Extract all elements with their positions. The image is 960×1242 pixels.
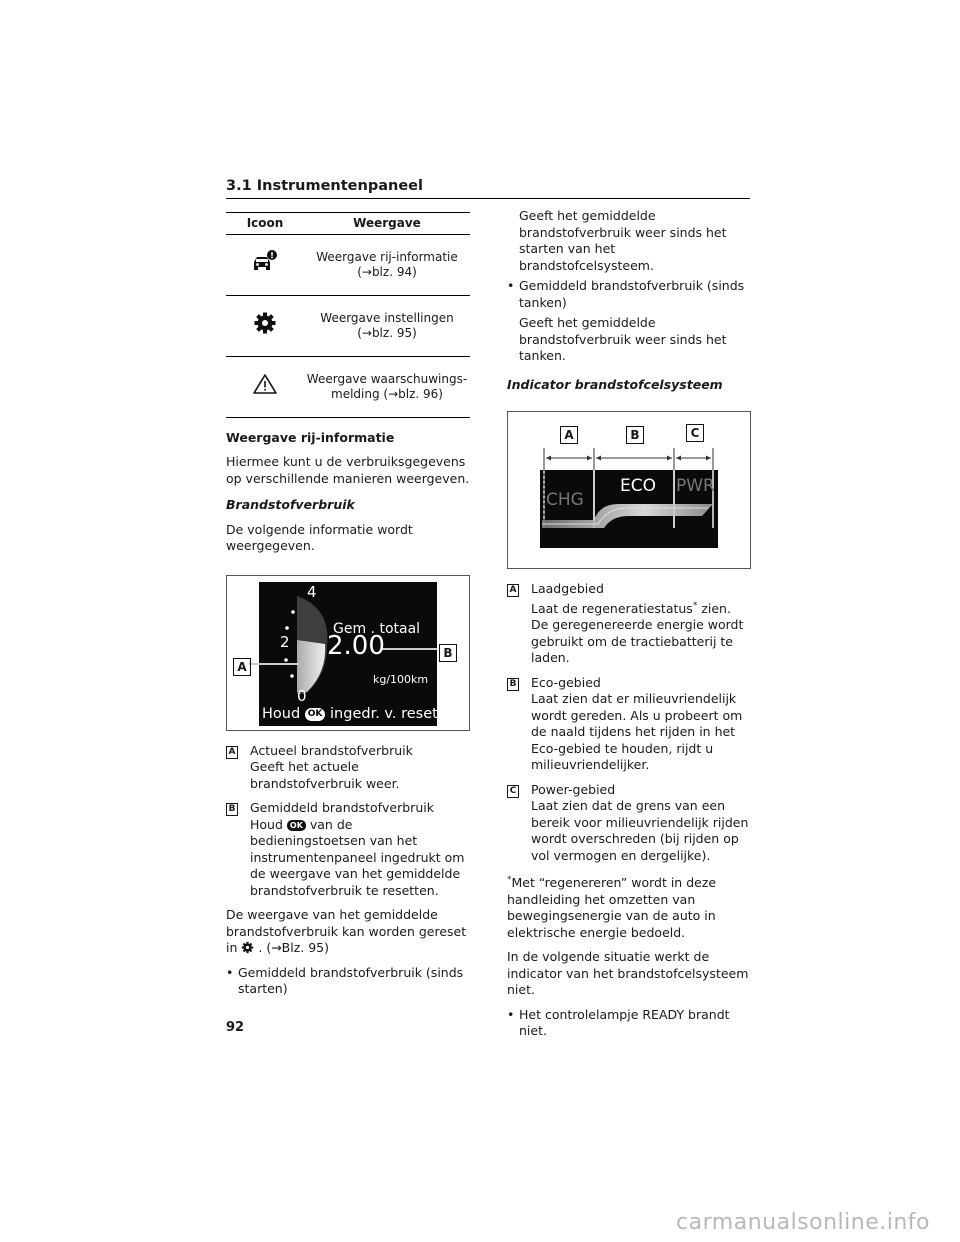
row-ref: (→blz. 94) xyxy=(357,264,417,279)
table-row xyxy=(226,356,470,417)
legend-key-b: B xyxy=(507,678,519,691)
bullet-item: • Gemiddeld brandstofverbruik (sinds tanken) xyxy=(507,278,745,310)
row-label: Weergave rij-informatie xyxy=(316,249,458,264)
page-ref: . (→Blz. 95) xyxy=(258,940,330,955)
legend-title: Gemiddeld brandstofverbruik xyxy=(250,800,434,815)
indicator-chg: CHG xyxy=(546,490,584,510)
gauge-bottom-text xyxy=(262,706,438,723)
bullet-text: Gemiddeld brandstofverbruik (sinds starten) xyxy=(238,964,464,996)
row-label: Weergave waarschuwings- xyxy=(306,371,468,386)
legend-item-c xyxy=(507,782,752,865)
legend-title: Actueel brandstofverbruik xyxy=(250,742,413,758)
marker-a: A xyxy=(233,658,251,676)
ok-button-icon: OK xyxy=(287,820,306,831)
icon-table xyxy=(226,212,470,418)
legend-item-a xyxy=(226,743,470,793)
legend-desc: Geeft het actuele brandstofverbruik weer. xyxy=(250,759,400,791)
row-ref: (→blz. 95) xyxy=(357,325,417,340)
legend-desc: van de bedieningstoetsen van het instrumentenpaneel ingedrukt om de weergave van het gemiddelde brandstofverbruik te resetten. xyxy=(250,816,465,898)
bullet-text: Het controlelampje READY brandt niet. xyxy=(519,1006,730,1039)
legend-desc: zien. De geregenereerde energie wordt gebruikt om de tractiebatterij te laden. xyxy=(531,600,744,666)
paragraph: De volgende informatie wordt weergegeven. xyxy=(226,521,413,553)
bullet-item: • Gemiddeld brandstofverbruik (sinds starten) xyxy=(226,964,464,996)
footnote-marker: * xyxy=(692,600,698,611)
gauge-reset-text: ingedr. v. reset xyxy=(330,705,438,722)
legend-key-a: A xyxy=(507,584,519,597)
heading-brandstofverbruik: Brandstofverbruik xyxy=(226,497,355,512)
footnote-text: Met “regenereren” wordt in deze handleiding het omzetten van bewegingsenergie van de auto in elektrische energie bedoeld. xyxy=(507,875,717,940)
bullet-text: Gemiddeld brandstofverbruik (sinds tanken) xyxy=(519,278,745,310)
legend-desc: Laat zien dat er milieuvriendelijk wordt gereden. Als u probeert om de naald tijdens het rijden in het Eco-gebied te houden, rijdt u milieuvriendelijker. xyxy=(531,691,743,773)
paragraph: Geeft het gemiddelde brandstofverbruik weer sinds het starten van het brandstofcelsysteem. xyxy=(519,208,727,273)
table-row xyxy=(226,295,470,356)
legend-item-a xyxy=(507,581,752,667)
legend-title: Power-gebied xyxy=(531,781,616,797)
legend-key-b: B xyxy=(226,803,238,816)
paragraph: De weergave van het gemiddelde brandstofverbruik kan worden gereset in xyxy=(226,907,467,955)
indicator-pwr: PWR xyxy=(676,476,715,496)
car-info-icon xyxy=(226,234,304,295)
fuel-cell-indicator-figure xyxy=(507,411,751,569)
left-column xyxy=(226,212,470,998)
header-divider xyxy=(226,198,750,199)
legend-desc: Laat zien dat de grens van een bereik voor milieuvriendelijk rijden wordt overschreden (bij rijden op vol vermogen en dergelijke). xyxy=(531,798,749,863)
gauge-unit: kg/100km xyxy=(373,672,429,686)
legend-key-a: A xyxy=(226,746,238,759)
gauge-value: 2.00 xyxy=(327,630,385,661)
legend-key-c: C xyxy=(507,785,519,798)
paragraph: Geeft het gemiddelde brandstofverbruik weer sinds het tanken. xyxy=(519,315,727,363)
indicator-eco: ECO xyxy=(620,476,656,496)
ok-button-icon: OK xyxy=(305,708,326,721)
table-header-icon: Icoon xyxy=(226,213,304,235)
gauge-tick-2: 2 xyxy=(280,632,290,651)
gauge-hold-text: Houd xyxy=(262,705,301,722)
paragraph: In de volgende situatie werkt de indicator van het brandstofcelsysteem niet. xyxy=(507,949,749,998)
paragraph: Hiermee kunt u de verbruiksgegevens op verschillende manieren weergeven. xyxy=(226,454,470,486)
warning-triangle-icon xyxy=(226,356,304,417)
legend-item-b xyxy=(507,675,752,774)
gauge-tick-0: 0 xyxy=(297,686,307,705)
legend-title: Laadgebied xyxy=(531,581,604,596)
table-row xyxy=(226,234,470,295)
table-header-display: Weergave xyxy=(304,213,470,235)
right-column xyxy=(507,208,752,1040)
row-label: Weergave instellingen xyxy=(320,310,454,325)
footnote-marker: * xyxy=(507,875,512,886)
marker-b: B xyxy=(439,644,457,662)
legend-desc: Houd xyxy=(250,816,283,832)
bullet-item: • Het controlelampje READY brandt niet. xyxy=(507,1006,730,1039)
watermark: carmanualsonline.info xyxy=(676,1210,930,1235)
gauge-label: Gem . totaal xyxy=(333,620,421,637)
page-number: 92 xyxy=(226,1020,245,1035)
legend-desc: Laat de regeneratiestatus xyxy=(531,600,693,616)
legend-item-b xyxy=(226,800,470,899)
legend-title: Eco-gebied xyxy=(531,674,601,690)
fuel-gauge-figure xyxy=(226,575,470,731)
marker-c: C xyxy=(686,424,704,442)
gear-icon xyxy=(226,295,304,356)
marker-b: B xyxy=(626,426,644,444)
gauge-tick-4: 4 xyxy=(307,582,317,601)
heading-indicator: Indicator brandstofcelsysteem xyxy=(507,376,723,392)
section-title: 3.1 Instrumentenpaneel xyxy=(226,178,423,194)
row-ref: melding (→blz. 96) xyxy=(331,386,443,401)
marker-a: A xyxy=(560,426,578,444)
footnote xyxy=(507,872,752,941)
heading-rij-informatie: Weergave rij-informatie xyxy=(226,429,395,445)
gear-icon xyxy=(241,941,254,954)
